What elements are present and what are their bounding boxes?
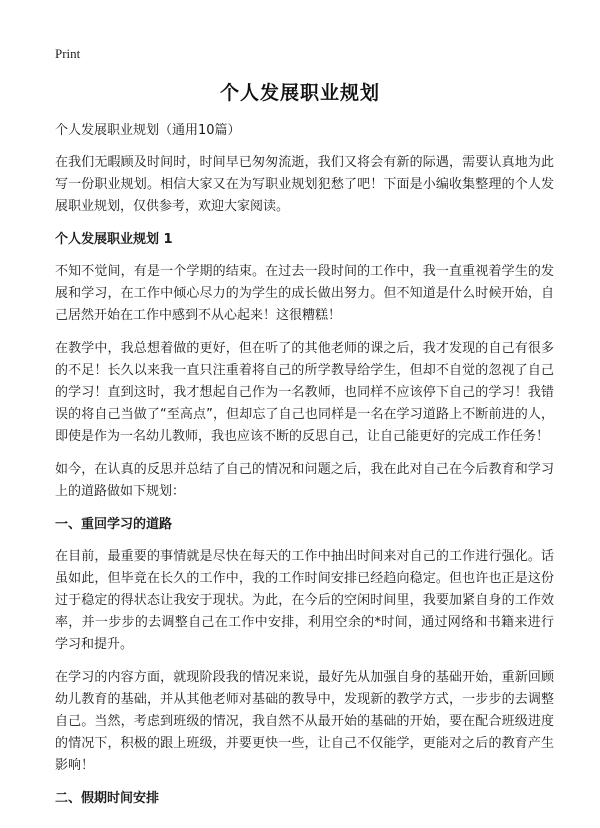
print-label[interactable]: Print: [55, 46, 81, 61]
heading-study: 一、重回学习的道路: [55, 517, 173, 532]
paragraph-1: 不知不觉间，有是一个学期的结束。在过去一段时间的工作中，我一直重视着学生的发展和学习，在工作中倾心尽力的为学生的成长做出努力。但不知道是什么时候开始，自己居然开始在工作中感到不从心起来！这很糟糕！: [55, 264, 554, 323]
intro-paragraph: 在我们无暇顾及时间时，时间早已匆匆流逝，我们又将会有新的际遇，需要认真地为此写一份职业规划。相信大家又在为写职业规划犯愁了吧！下面是小编收集整理的个人发展职业规划，仅供参考，欢迎大家阅读。: [55, 155, 554, 214]
page-title: 个人发展职业规划: [219, 82, 380, 104]
paragraph-4: 在目前，最重要的事情就是尽快在每天的工作中抽出时间来对自己的工作进行强化。话虽如此，但毕竟在长久的工作中，我的工作时间安排已经趋向稳定。但也许也正是这份过于稳定的得状态让我安于现状。为此，在今后的空闲时间里，我要加紧自身的工作效率，并一步步的去调整自己在工作中安排，利用空余的*时间，通过网络和书籍来进行学习和提升。: [55, 549, 554, 652]
document-subtitle: 个人发展职业规划（通用10篇）: [55, 123, 241, 138]
section-title-1: 个人发展职业规划 1: [55, 232, 173, 247]
paragraph-3: 如今，在认真的反思并总结了自己的情况和问题之后，我在此对自己在今后教育和学习上的道路做如下规划：: [55, 462, 554, 499]
paragraph-5: 在学习的内容方面，就现阶段我的情况来说，最好先从加强自身的基础开始，重新回顾幼儿教育的基础，并从其他老师对基础的教导中，发现新的教学方式，一步步的去调整自己。当然，考虑到班级的情况，我自然不从最开始的基础的开始，要在配合班级进度的情况下，积极的跟上班级，并要更快一些，让自己不仅能学，更能对之后的教育产生影响！: [55, 670, 554, 773]
document-body: [55, 120, 554, 820]
heading-holiday: 二、假期时间安排: [55, 791, 160, 806]
paragraph-2: 在教学中，我总想着做的更好，但在听了的其他老师的课之后，我才发现的自己有很多的不足！长久以来我一直只注重着将自己的所学教导给学生，但却不自觉的忽视了自己的学习！直到这时，我才想起自己作为一名教师，也同样不应该停下自己的学习！我错误的将自己当做了“至高点”，但却忘了自己也同样是一名在学习道路上不断前进的人，即使是作为一名幼儿教师，我也应该不断的反思自己，让自己能更好的完成工作任务！: [55, 341, 554, 444]
